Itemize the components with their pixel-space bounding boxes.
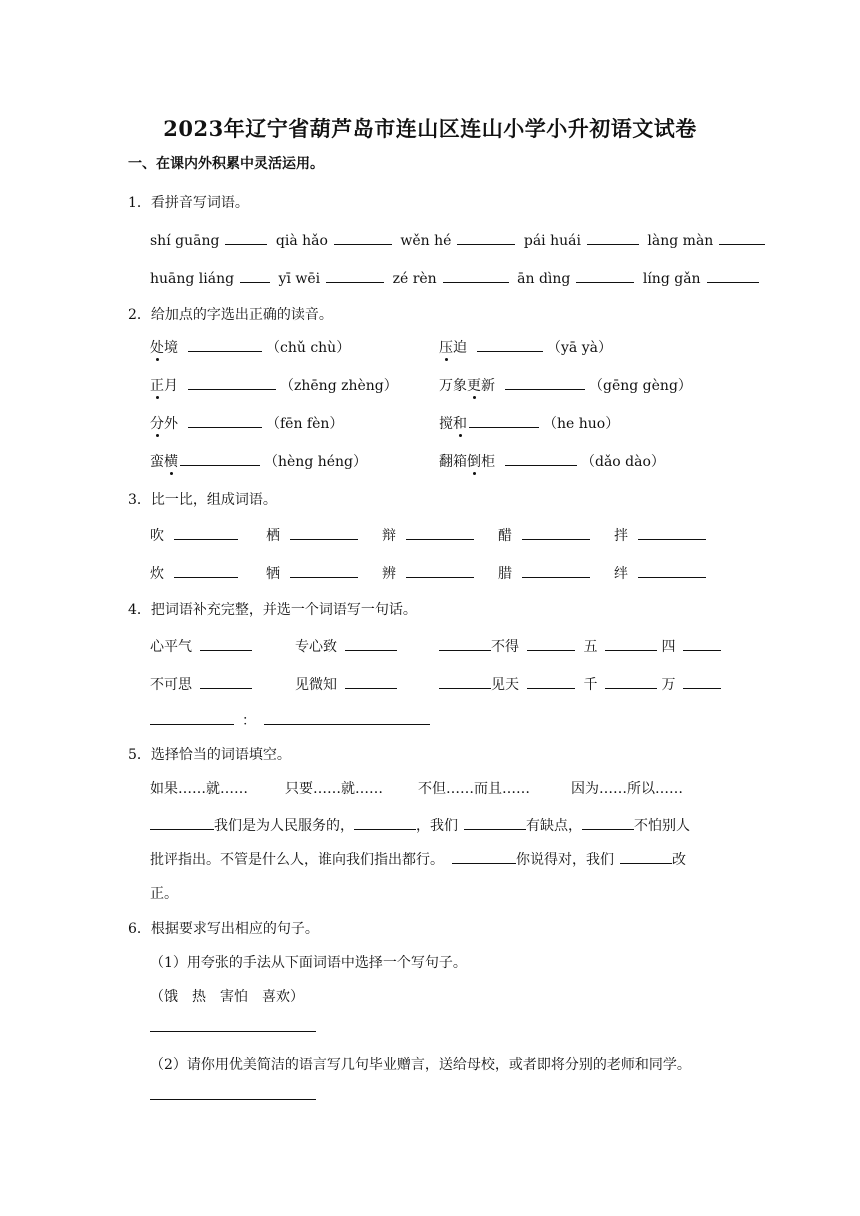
answer-blank[interactable]: [188, 413, 262, 428]
q4-item: 不得 五 四: [439, 636, 725, 656]
answer-blank[interactable]: [290, 563, 358, 578]
pinyin-item: pái huái: [523, 233, 581, 249]
q4-sentence-line: ：: [150, 710, 430, 730]
dotted-char: 横: [164, 451, 178, 471]
answer-blank[interactable]: [290, 525, 358, 540]
answer-blank[interactable]: [150, 815, 214, 830]
answer-blank[interactable]: [443, 268, 509, 283]
q4-item: 见微知: [295, 674, 401, 694]
answer-blank[interactable]: [174, 525, 238, 540]
pinyin-item: yī wēi: [278, 271, 321, 287]
q4-item: 专心致: [295, 636, 401, 656]
answer-blank[interactable]: [406, 525, 474, 540]
answer-blank[interactable]: [469, 413, 539, 428]
answer-blank[interactable]: [334, 230, 392, 245]
q1-row-2: [150, 268, 763, 287]
answer-blank[interactable]: [527, 636, 575, 651]
answer-line[interactable]: [150, 1099, 316, 1100]
answer-blank[interactable]: [200, 674, 252, 689]
question-2-label: 2．给加点的字选出正确的读音。: [128, 307, 333, 323]
answer-line[interactable]: [150, 1031, 316, 1032]
answer-blank[interactable]: [576, 268, 634, 283]
question-1-label: 1．看拼音写词语。: [128, 195, 249, 211]
q3-item: 吹: [150, 525, 242, 545]
q3-item: 栖: [266, 525, 362, 545]
answer-blank[interactable]: [200, 636, 252, 651]
answer-blank[interactable]: [638, 525, 706, 540]
q3-item: 辩: [382, 525, 478, 545]
q3-item: 醋: [498, 525, 594, 545]
dotted-char: 正: [150, 375, 164, 395]
answer-blank[interactable]: [605, 636, 657, 651]
answer-blank[interactable]: [188, 337, 262, 352]
q5-option: 如果……就……: [150, 781, 248, 797]
pinyin-item: shí guāng: [150, 233, 220, 249]
pinyin-item: wěn hé: [400, 233, 452, 249]
q2-item: 分外 （fēn fèn）: [150, 413, 343, 433]
q4-item: 见天 千 万: [439, 674, 725, 694]
q2-item: 万象更新 （gēng gèng）: [439, 375, 692, 395]
answer-blank[interactable]: [505, 451, 577, 466]
q2-item: 压迫 （yā yà）: [439, 337, 612, 357]
q6-sub-1: （1）用夸张的手法从下面词语中选择一个写句子。: [150, 955, 467, 971]
answer-blank[interactable]: [439, 674, 491, 689]
answer-blank[interactable]: [452, 849, 516, 864]
q5-option: 不但……而且……: [418, 781, 530, 797]
answer-blank[interactable]: [522, 525, 590, 540]
q3-item: 辨: [382, 563, 478, 583]
q3-item: 拌: [614, 525, 710, 545]
q6-sub-2: （2）请你用优美简洁的语言写几句毕业赠言，送给母校，或者即将分别的老师和同学。: [150, 1057, 691, 1073]
answer-blank[interactable]: [345, 636, 397, 651]
question-4-label: 4．把词语补充完整，并选一个词语写一句话。: [128, 602, 417, 618]
dotted-char: 和: [453, 413, 467, 433]
pinyin-item: làng màn: [647, 233, 714, 249]
answer-blank[interactable]: [354, 815, 416, 830]
answer-blank[interactable]: [240, 268, 270, 283]
q2-item: 处境 （chǔ chù）: [150, 337, 350, 357]
answer-blank[interactable]: [587, 230, 639, 245]
answer-blank[interactable]: [464, 815, 526, 830]
answer-blank[interactable]: [683, 636, 721, 651]
question-3-label: 3．比一比，组成词语。: [128, 492, 277, 508]
q5-paragraph-line: 正。: [150, 886, 178, 902]
answer-blank[interactable]: [188, 375, 276, 390]
pinyin-item: huāng liáng: [150, 271, 235, 287]
dotted-char: 分: [150, 413, 164, 433]
answer-blank[interactable]: [582, 815, 634, 830]
answer-blank[interactable]: [174, 563, 238, 578]
answer-blank[interactable]: [638, 563, 706, 578]
q3-item: 炊: [150, 563, 242, 583]
answer-blank[interactable]: [326, 268, 384, 283]
answer-blank[interactable]: [605, 674, 657, 689]
q3-item: 绊: [614, 563, 710, 583]
answer-blank[interactable]: [406, 563, 474, 578]
q4-item: 心平气: [150, 636, 256, 656]
pinyin-item: qià hǎo: [275, 233, 328, 249]
question-5-label: 5．选择恰当的词语填空。: [128, 747, 291, 763]
q2-item: 正月 （zhēng zhèng）: [150, 375, 398, 395]
answer-blank[interactable]: [457, 230, 515, 245]
q6-word-list: （饿 热 害怕 喜欢）: [150, 989, 304, 1005]
q1-row-1: [150, 230, 769, 249]
answer-blank[interactable]: [345, 674, 397, 689]
pinyin-item: ān dìng: [517, 271, 571, 287]
dotted-char: 处: [150, 337, 164, 357]
q5-option: 只要……就……: [285, 781, 383, 797]
answer-blank[interactable]: [477, 337, 543, 352]
dotted-char: 压: [439, 337, 453, 357]
pinyin-item: zé rèn: [392, 271, 437, 287]
question-6-label: 6．根据要求写出相应的句子。: [128, 921, 319, 937]
q4-item: 不可思: [150, 674, 256, 694]
answer-blank[interactable]: [180, 451, 260, 466]
answer-blank[interactable]: [150, 710, 234, 725]
answer-blank[interactable]: [707, 268, 759, 283]
answer-blank[interactable]: [522, 563, 590, 578]
answer-blank[interactable]: [505, 375, 585, 390]
q2-item: 蛮横 （hèng héng）: [150, 451, 367, 471]
dotted-char: 更: [467, 375, 481, 395]
q5-option: 因为……所以……: [571, 781, 683, 797]
answer-blank[interactable]: [620, 849, 672, 864]
q3-item: 牺: [266, 563, 362, 583]
answer-blank[interactable]: [527, 674, 575, 689]
q3-item: 腊: [498, 563, 594, 583]
answer-blank[interactable]: [719, 230, 765, 245]
dotted-char: 倒: [467, 451, 481, 471]
answer-blank[interactable]: [264, 710, 430, 725]
q5-paragraph-line: 我们是为人民服务的， ，我们 有缺点， 不怕别人: [150, 815, 690, 835]
answer-blank[interactable]: [225, 230, 267, 245]
q5-paragraph-line: 批评指出。不管是什么人，谁向我们指出都行。 你说得对，我们 改: [150, 849, 686, 869]
page-title: 2023年辽宁省葫芦岛市连山区连山小学小升初语文试卷: [163, 116, 697, 141]
q2-item: 搅和 （he huo）: [439, 413, 619, 433]
pinyin-item: líng gǎn: [642, 271, 701, 287]
q2-item: 翻箱倒柜 （dǎo dào）: [439, 451, 665, 471]
answer-blank[interactable]: [683, 674, 721, 689]
answer-blank[interactable]: [439, 636, 491, 651]
section-heading: 一、在课内外积累中灵活运用。: [128, 156, 324, 172]
